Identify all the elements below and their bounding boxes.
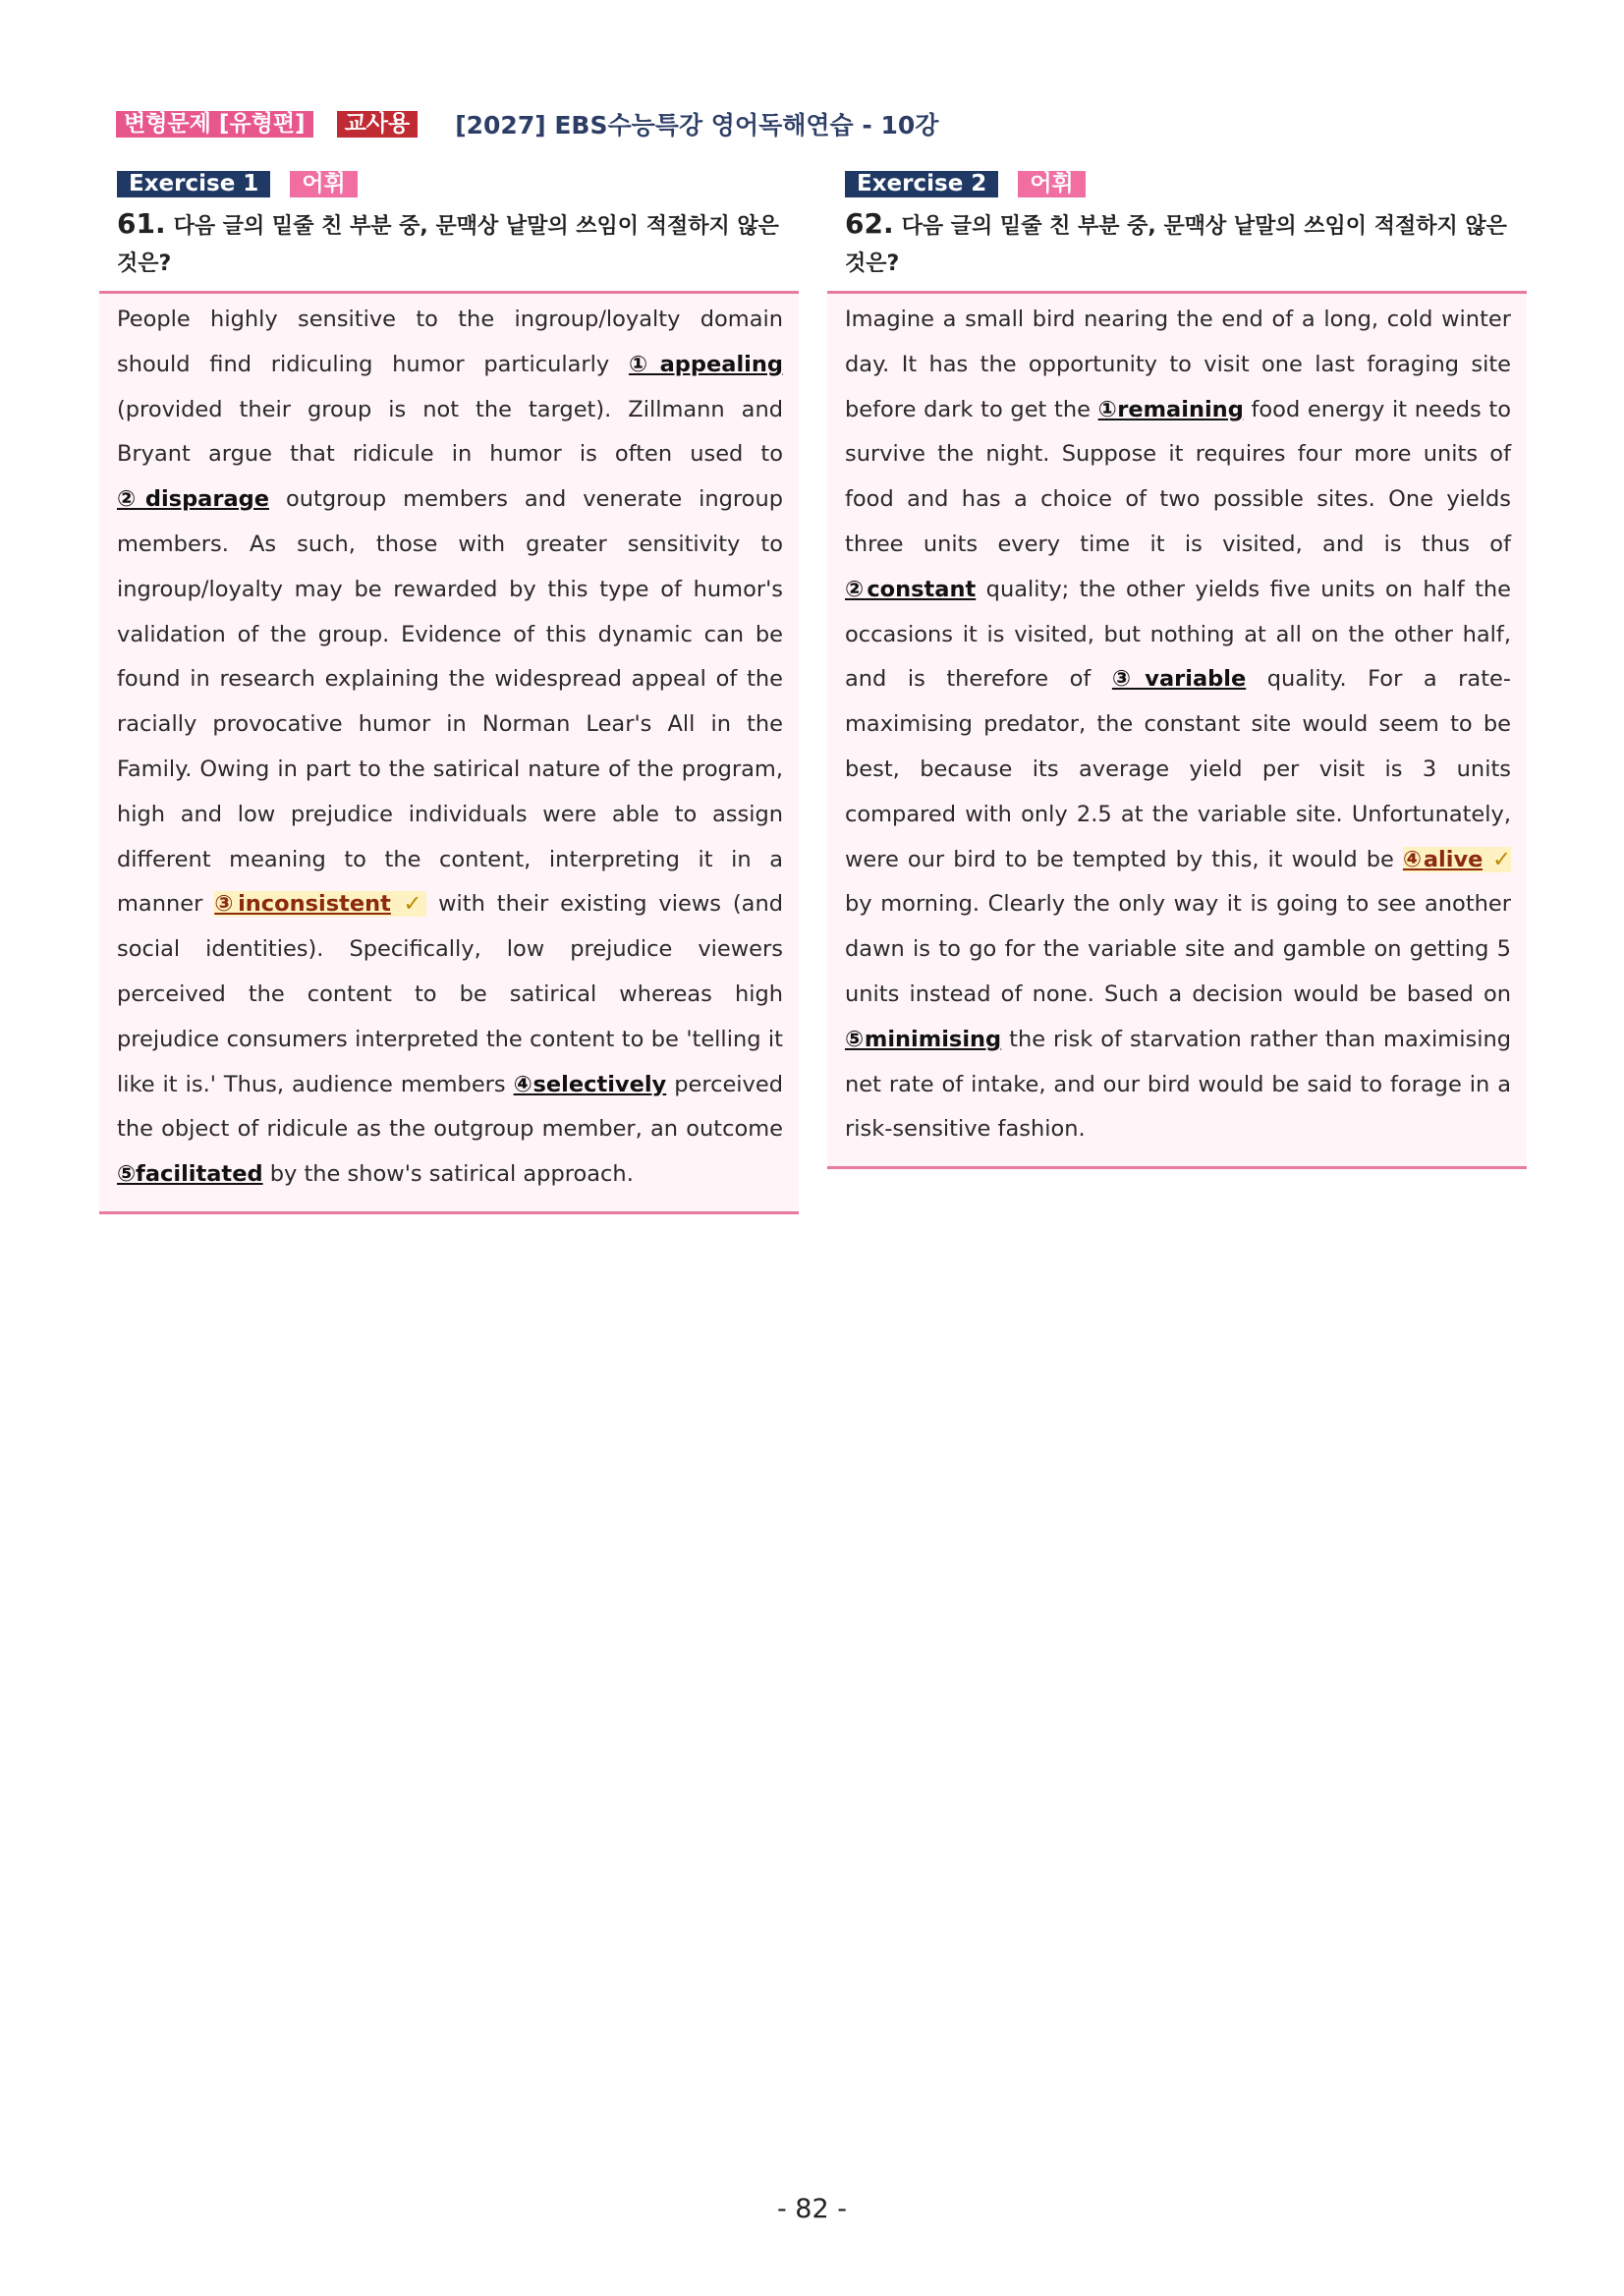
passage-box — [99, 291, 799, 1214]
question-prompt — [117, 205, 785, 283]
answer-check-mark — [1483, 847, 1511, 872]
passage-text: perceived the object of ridicule as the outgroup member, an outcome — [117, 1071, 783, 1143]
answer-check-mark — [391, 891, 426, 917]
category-tag: 어휘 — [1018, 171, 1085, 197]
page-header — [116, 106, 938, 141]
passage-text: quality. For a rate-maximising predator, the constant site would seem to be best, because its average yield per visit is 3 units compared with only 2.5 at the variable site. Unfortunately, were our bird to be tempted by this, it would be — [845, 666, 1511, 872]
passage-text: by the show's satirical approach. — [262, 1161, 634, 1188]
question-text: 다음 글의 밑줄 친 부분 중, 문맥상 낱말의 쓰임이 적절하지 않은 것은? — [117, 214, 779, 276]
question-number: 62. — [845, 207, 894, 240]
question-text: 다음 글의 밑줄 친 부분 중, 문맥상 낱말의 쓰임이 적절하지 않은 것은? — [845, 214, 1507, 276]
choice-4: ④selectively — [513, 1071, 667, 1097]
check-icon: ✓ — [403, 891, 427, 918]
passage-text: (provided their group is not the target). Zillmann and Bryant argue that ridicule in humor is often used to — [117, 396, 783, 468]
passage-text: People highly sensitive to the ingroup/loyalty domain should find ridiculing humor particularly — [117, 307, 783, 377]
passage-box — [827, 291, 1527, 1169]
category-tag: 어휘 — [290, 171, 357, 197]
choice-3: ③variable — [1111, 666, 1247, 693]
choice-1: ①remaining — [1097, 396, 1244, 422]
choice-1: ①appealing — [628, 351, 783, 377]
exercise-1-heading — [117, 170, 799, 197]
exercise-1 — [99, 170, 799, 1214]
question-number: 61. — [117, 207, 166, 240]
exercise-2-heading — [845, 170, 1527, 197]
passage-text: Imagine a small bird nearing the end of a long, cold winter day. It has the opportunity to visit one last foraging site before dark to get the — [845, 307, 1511, 422]
exercise-2 — [827, 170, 1527, 1169]
choice-4-answer: ④alive — [1402, 846, 1484, 872]
choice-2: ②disparage — [117, 486, 270, 513]
passage-text: food energy it needs to survive the night. Suppose it requires four more units of food and has a choice of two possible sites. One yields three units every time it is visited, and is thus of — [845, 396, 1511, 557]
choice-3-answer: ③inconsistent — [214, 891, 391, 918]
teacher-tag: 교사용 — [337, 111, 419, 138]
choice-5: ⑤facilitated — [117, 1161, 263, 1188]
question-prompt — [845, 205, 1513, 283]
passage-text: quality; the other yields five units on half the occasions it is visited, but nothing at all on the other half, and is therefore of — [845, 576, 1511, 693]
choice-2: ②constant — [845, 576, 977, 602]
type-tag: 변형문제 [유형편] — [116, 111, 313, 138]
exercise-label: Exercise 1 — [117, 171, 270, 197]
passage-text: the risk of starvation rather than maximising net rate of intake, and our bird would be said to forage in a risk-sensitive fashion. — [845, 1026, 1511, 1143]
page-number: - 82 - — [776, 2194, 847, 2224]
exercise-label: Exercise 2 — [845, 171, 998, 197]
check-icon: ✓ — [1492, 846, 1511, 872]
passage-text: with their existing views (and social identities). Specifically, low prejudice viewers perceived the content to be satirical whereas high prejudice consumers interpreted the content to be 'telling it like it is.' Thus, audience members — [117, 891, 783, 1097]
choice-5: ⑤minimising — [845, 1026, 1002, 1052]
passage-text: by morning. Clearly the only way it is going to see another dawn is to go for the variable site and gamble on getting 5 units instead of none. Such a decision would be based on — [845, 891, 1511, 1007]
passage-text: outgroup members and venerate ingroup members. As such, those with greater sensitivity to ingroup/loyalty may be rewarded by this type of humor's validation of the group. Evidence of this dynamic can be found in research explaining the widespread appeal of the racially provocative humor in Norman Lear's All in the Family. Owing in part to the satirical nature of the program, high and low prejudice individuals were able to assign different meaning to the content, interpreting it in a manner — [117, 486, 783, 918]
document-title: [2027] EBS수능특강 영어독해연습 - 10강 — [455, 111, 939, 140]
